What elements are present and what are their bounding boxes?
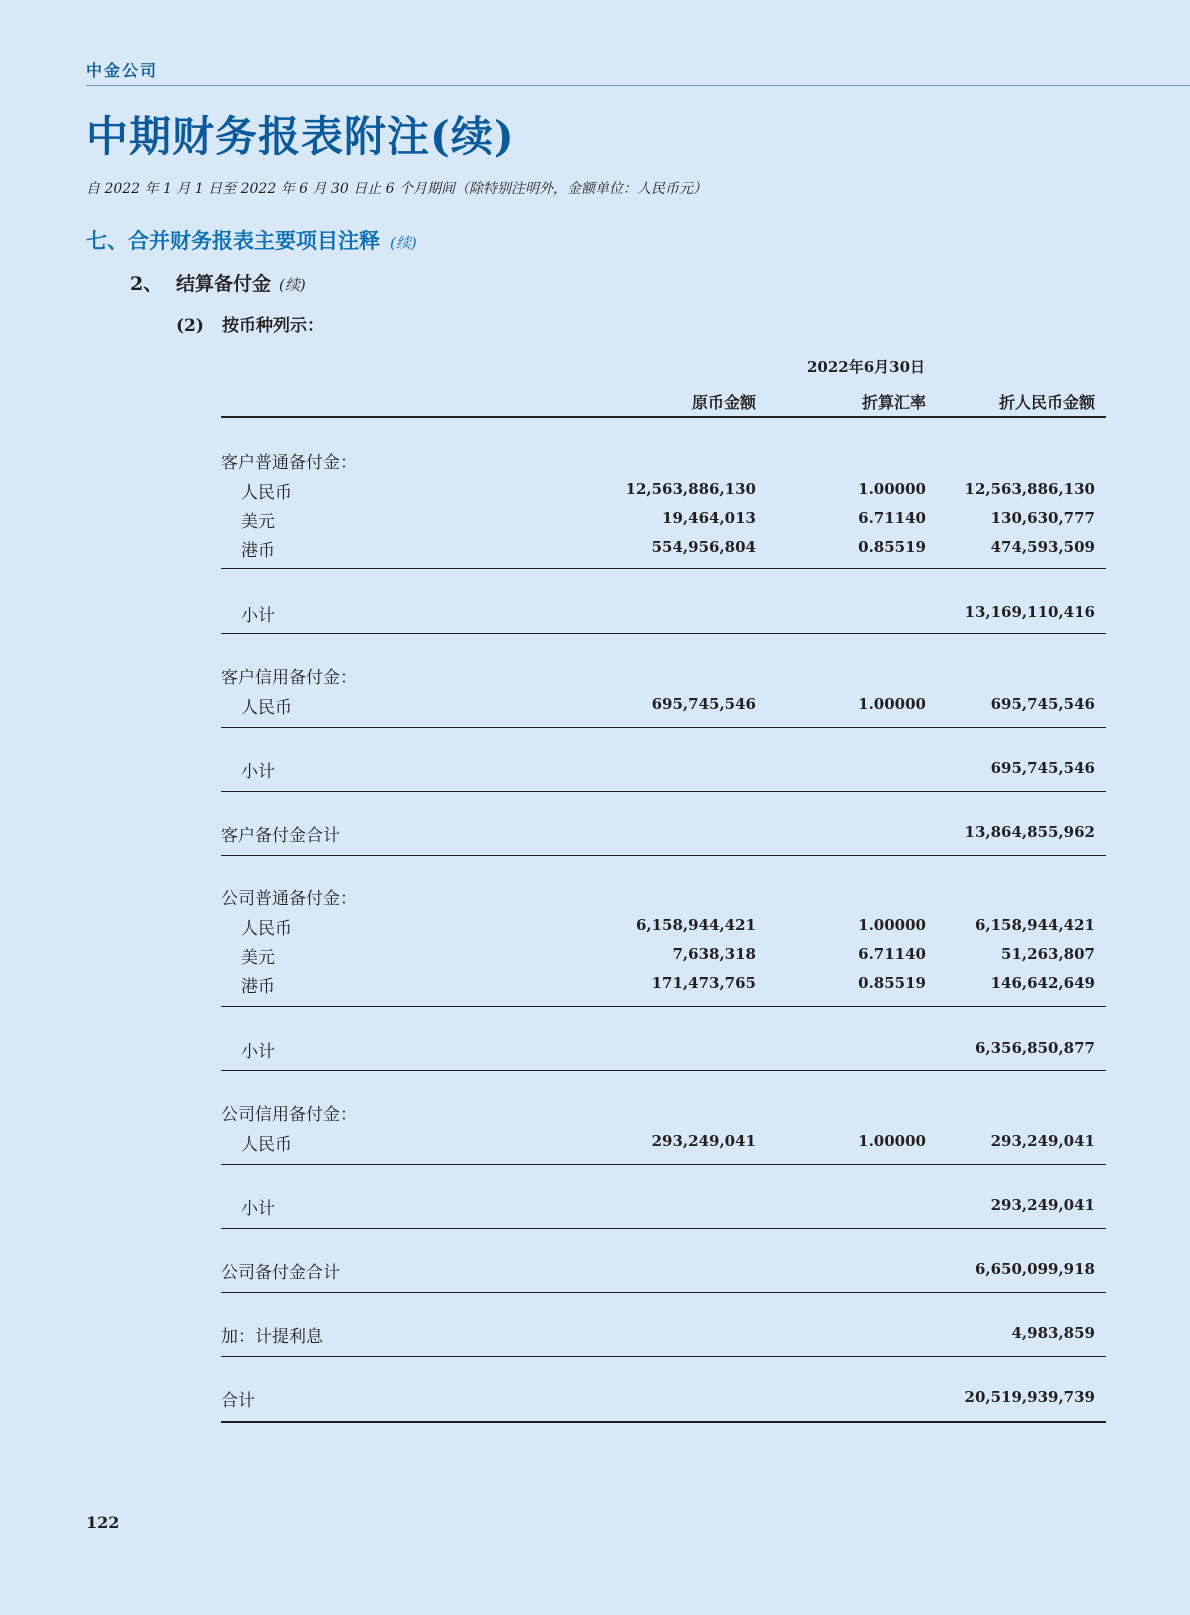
subsection-continued: (续) — [279, 276, 306, 294]
page-title: 中期财务报表附注(续) — [86, 112, 515, 161]
table-rule — [221, 1228, 1106, 1229]
table-rule — [221, 568, 1106, 569]
table-row — [221, 1256, 1106, 1284]
cell-original-amount: 554,956,804 — [651, 538, 756, 556]
subsection-title-text: 结算备付金 — [176, 273, 272, 295]
cell-rmb-amount: 474,593,509 — [990, 538, 1095, 556]
table-rule — [221, 855, 1106, 856]
table-row — [221, 970, 1106, 998]
col-rmb-amount: 折人民币金额 — [998, 393, 1095, 412]
cell-exchange-rate: 6.71140 — [858, 945, 926, 963]
subsection-title — [130, 269, 306, 296]
table-row — [221, 1384, 1106, 1412]
cell-rmb-amount: 6,158,944,421 — [974, 916, 1095, 934]
table-row — [221, 534, 1106, 562]
table-rule — [221, 633, 1106, 634]
row-label: 人民币 — [241, 1135, 292, 1155]
cell-original-amount: 12,563,886,130 — [625, 480, 756, 498]
row-label: 小计 — [241, 606, 275, 626]
table-row — [221, 1320, 1106, 1348]
section-continued: (续) — [390, 234, 417, 252]
row-label: 客户备付金合计 — [221, 826, 340, 846]
row-label: 合计 — [221, 1391, 255, 1411]
row-label: 人民币 — [241, 698, 292, 718]
cell-rmb-amount: 130,630,777 — [990, 509, 1095, 527]
table-rule — [221, 1070, 1106, 1071]
cell-exchange-rate: 1.00000 — [858, 1132, 926, 1150]
cell-rmb-amount: 13,169,110,416 — [964, 603, 1095, 621]
cell-exchange-rate: 1.00000 — [858, 916, 926, 934]
table-rule — [221, 1164, 1106, 1165]
cell-rmb-amount: 13,864,855,962 — [964, 823, 1095, 841]
header-divider — [86, 85, 1190, 86]
cell-rmb-amount: 6,356,850,877 — [974, 1039, 1095, 1057]
table-row — [221, 912, 1106, 940]
row-label: 小计 — [241, 1199, 275, 1219]
row-label: 港币 — [241, 977, 275, 997]
row-label: 客户信用备付金： — [221, 668, 357, 688]
table-rule — [221, 1006, 1106, 1007]
cell-rmb-amount: 20,519,939,739 — [964, 1388, 1095, 1406]
col-original-amount: 原币金额 — [691, 393, 756, 412]
table-row — [221, 819, 1106, 847]
cell-rmb-amount: 51,263,807 — [1001, 945, 1095, 963]
cell-rmb-amount: 695,745,546 — [990, 759, 1095, 777]
table-rule — [221, 1421, 1106, 1423]
row-label: 公司普通备付金： — [221, 889, 357, 909]
cell-rmb-amount: 293,249,041 — [990, 1132, 1095, 1150]
cell-original-amount: 6,158,944,421 — [635, 916, 756, 934]
cell-original-amount: 293,249,041 — [651, 1132, 756, 1150]
col-exchange-rate: 折算汇率 — [861, 393, 926, 412]
cell-original-amount: 695,745,546 — [651, 695, 756, 713]
page-number: 122 — [86, 1513, 120, 1532]
table-row — [221, 476, 1106, 504]
cell-exchange-rate: 0.85519 — [858, 538, 926, 556]
cell-rmb-amount: 293,249,041 — [990, 1196, 1095, 1214]
section-title — [86, 225, 417, 255]
cell-rmb-amount: 146,642,649 — [990, 974, 1095, 992]
table-rule — [221, 1292, 1106, 1293]
table-row — [221, 1128, 1106, 1156]
table-rule — [221, 1356, 1106, 1357]
table-row — [221, 661, 1106, 689]
table-row — [221, 1098, 1106, 1126]
table-row — [221, 882, 1106, 910]
subsubsection-number: (2) — [176, 316, 204, 336]
subsection-number: 2、 — [130, 273, 163, 295]
subsubsection-title — [176, 311, 324, 336]
table-rule — [221, 727, 1106, 728]
row-label: 客户普通备付金： — [221, 453, 357, 473]
table-rule — [221, 791, 1106, 792]
cell-exchange-rate: 1.00000 — [858, 480, 926, 498]
row-label: 小计 — [241, 1042, 275, 1062]
table-row — [221, 755, 1106, 783]
cell-rmb-amount: 4,983,859 — [1011, 1324, 1095, 1342]
cell-exchange-rate: 6.71140 — [858, 509, 926, 527]
section-title-text: 七、合并财务报表主要项目注释 — [86, 228, 380, 253]
row-label: 美元 — [241, 512, 275, 532]
cell-original-amount: 19,464,013 — [662, 509, 756, 527]
table-row — [221, 1192, 1106, 1220]
table-row — [221, 691, 1106, 719]
cell-exchange-rate: 0.85519 — [858, 974, 926, 992]
row-label: 加：计提利息 — [221, 1327, 323, 1347]
row-label: 港币 — [241, 541, 275, 561]
cell-rmb-amount: 695,745,546 — [990, 695, 1095, 713]
table-row — [221, 941, 1106, 969]
company-header: 中金公司 — [86, 61, 159, 80]
table-row — [221, 599, 1106, 627]
page-subtitle: 自 2022 年 1 月 1 日至 2022 年 6 月 30 日止 6 个月期间（除特别注明外，金额单位：人民币元） — [86, 181, 708, 197]
row-label: 人民币 — [241, 483, 292, 503]
table-row — [221, 1035, 1106, 1063]
row-label: 公司信用备付金： — [221, 1105, 357, 1125]
cell-original-amount: 171,473,765 — [651, 974, 756, 992]
table-row — [221, 446, 1106, 474]
subsubsection-title-text: 按币种列示： — [222, 316, 324, 336]
table-row — [221, 505, 1106, 533]
cell-rmb-amount: 6,650,099,918 — [974, 1260, 1095, 1278]
row-label: 人民币 — [241, 919, 292, 939]
cell-original-amount: 7,638,318 — [672, 945, 756, 963]
cell-rmb-amount: 12,563,886,130 — [964, 480, 1095, 498]
date-header: 2022年6月30日 — [806, 358, 926, 376]
row-label: 美元 — [241, 948, 275, 968]
cell-exchange-rate: 1.00000 — [858, 695, 926, 713]
row-label: 小计 — [241, 762, 275, 782]
row-label: 公司备付金合计 — [221, 1263, 340, 1283]
column-headers — [221, 386, 1106, 418]
